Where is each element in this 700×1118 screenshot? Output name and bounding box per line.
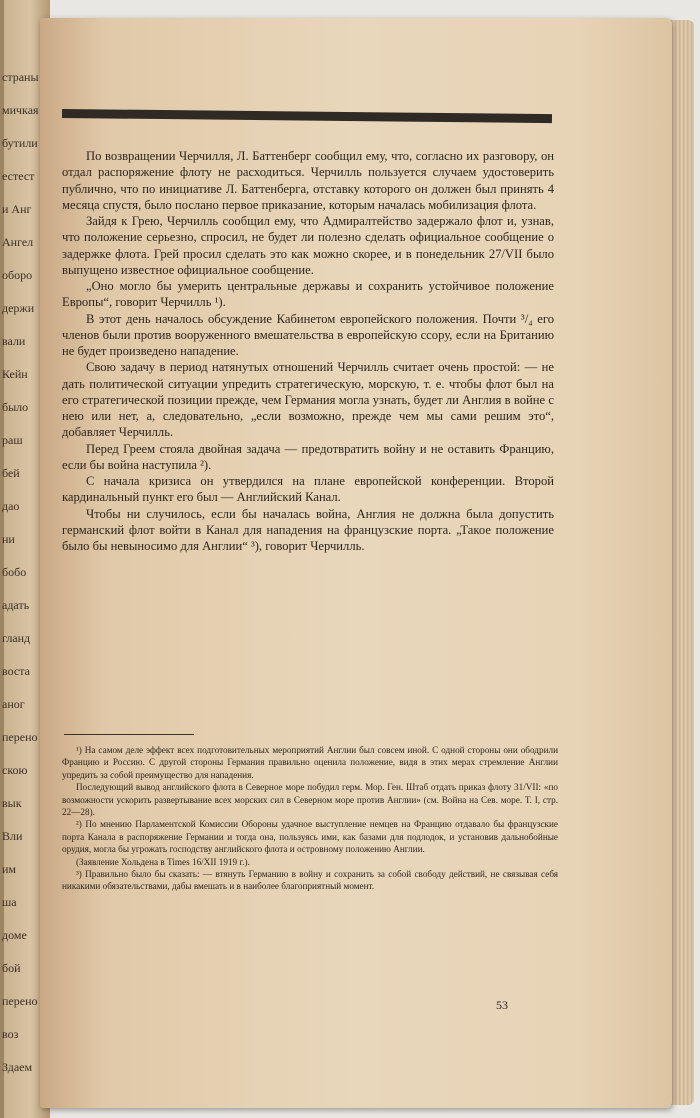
left-page-fragment: бей <box>2 466 20 480</box>
left-page-fragment: естест <box>2 169 35 183</box>
left-page-fragment: Кейн <box>2 367 28 381</box>
left-page-fragment: ша <box>2 895 17 909</box>
paragraph: Зайдя к Грею, Черчилль сообщил ему, что Адмиралтейство задержало флот и, узнав, что положение серьезно, спросил, не будет ли полезно сделать официальное сообщение о задержке флота. Грей просил сделать это как можно скорее, и в понедельник 27/VII было выпущено известное официальное сообщение. <box>62 214 554 277</box>
left-page-fragment: аног <box>2 697 25 711</box>
paragraph: По возвращении Черчилля, Л. Баттенберг сообщил ему, что, согласно их разговору, он отдал распоряжение флоту не расходиться. Черчилль пользуется случаем удостоверить публично, что по инициативе Л. Баттенберга, отставку которого он должен был принять 4 месяца спустя, было послано первое приказание, которым началась мобилизация флота. <box>62 149 554 212</box>
left-page-fragment: доме <box>2 928 27 942</box>
left-page-fragment: раш <box>2 433 23 447</box>
paragraph: Свою задачу в период натянутых отношений Черчилль считает очень простой: — не дать политической ситуации упредить стратегическую, морскую, т. е. чтобы флот был на его стратегической позиции прежде, чем Германия могла узнать, будет ли Англия в войне с нею или нет, а, следовательно, „если возможно, прежде чем мы сами решим это“, добавляет Черчилль. <box>62 360 554 440</box>
left-page-fragment: вали <box>2 334 26 348</box>
left-page-fragment: оборо <box>2 268 33 282</box>
left-page-fragment: и Анг <box>2 202 32 216</box>
left-page-fragment: было <box>2 400 29 414</box>
footnote: ¹) На самом деле эффект всех подготовительных мероприятий Англии был совсем иной. С одной стороны они ободрили Францию и Россию. С другой стороны Германия правильно оценила положение, видя в этих мерах стремление Англии упредить за собой преимущество для нападения. <box>62 745 558 780</box>
left-page-fragment: перено <box>2 730 38 744</box>
footnote: Последующий вывод английского флота в Северное море побудил герм. Мор. Ген. Штаб отдать приказ флоту 31/VII: «по возможности ускорить развертывание всех морских сил в Северном море против Англии» (см. Война на Сев. море. Т. I, стр. 22—28). <box>62 782 558 818</box>
left-page-fragment: Здаем <box>2 1060 33 1074</box>
footnotes <box>62 744 558 893</box>
footnote: ³) Правильно было бы сказать: — втянуть Германию в войну и сохранить за собой свободу действий, не связывая себя никакими обязательствами, дабы вмешать и в наиболее благоприятный момент. <box>62 869 558 892</box>
left-page-fragment: Вли <box>2 829 23 843</box>
left-page-fragment: Ангел <box>2 235 34 249</box>
left-page-fragment: держи <box>2 301 35 315</box>
left-page-fragment: бобо <box>2 565 27 579</box>
paragraph: С начала кризиса он утвердился на плане европейской конференции. Второй кардинальный пункт его был — Английский Канал. <box>62 474 554 505</box>
left-page-fragment: им <box>2 862 17 876</box>
left-page-fragment: перено <box>2 994 38 1008</box>
left-page-fragment: гланд <box>2 631 31 645</box>
left-page-fragment: бой <box>2 961 21 975</box>
footnote: ²) По мнению Парламентской Комиссии Обороны удачное выступление немцев на Францию отдавало бы французские порта Канала в распоряжение Германии и тогда она, пользуясь ими, как базами для подлодок, и установив дальнобойные орудия, могла бы угрожать господству английского флота и островному положению Англии. <box>62 819 558 855</box>
footnote-separator <box>64 734 194 735</box>
left-page-fragment: вык <box>2 796 22 810</box>
left-page-fragment: скою <box>2 763 28 777</box>
page-binding-edge <box>0 0 4 1118</box>
paragraph: В этот день началось обсуждение Кабинетом европейского положения. Почти ³/₄ его членов были против вооруженного вмешательства в европейскую ссору, если на Британию не будет произведено нападение. <box>62 311 554 358</box>
main-text <box>62 148 554 554</box>
left-page-fragment: страны <box>2 70 39 84</box>
paragraph: Чтобы ни случилось, если бы началась война, Англия не должна была допустить германский флот войти в Канал для нападения на французские порта. „Такое положение было бы невыносимо для Англии“ ³), говорит Черчилль. <box>62 506 554 553</box>
left-page-fragment: ни <box>2 532 15 546</box>
paragraph: „Оно могло бы умерить центральные державы и сохранить устойчивое положение Европы“, говорит Черчилль ¹). <box>62 279 554 310</box>
left-page-fragment: воз <box>2 1027 19 1041</box>
left-page-fragment: адать <box>2 598 30 612</box>
left-page-fragment: дао <box>2 499 20 513</box>
left-page-fragment: воста <box>2 664 30 678</box>
left-page-fragment: бутили <box>2 136 38 150</box>
paragraph: Перед Греем стояла двойная задача — предотвратить войну и не оставить Францию, если бы война наступила ²). <box>62 441 554 472</box>
left-page-fragment: мичкая <box>2 103 39 117</box>
page-number: 53 <box>496 998 508 1012</box>
footnote: (Заявление Хольдена в Times 16/XII 1919 г.). <box>76 856 250 867</box>
